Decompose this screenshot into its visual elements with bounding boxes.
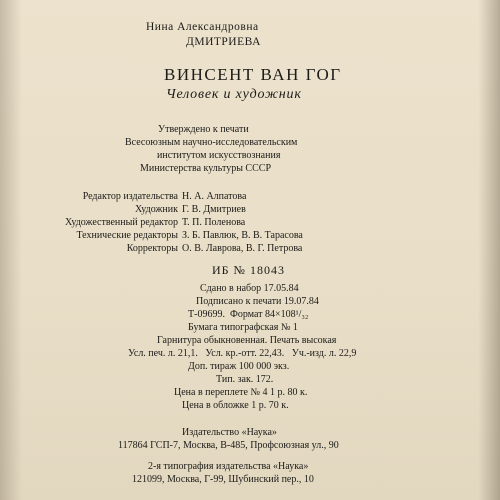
book-subtitle: Человек и художник: [166, 87, 302, 102]
sheets-color: Усл. кр.-отт. 22,43.: [205, 348, 285, 359]
format-line: [188, 310, 308, 320]
credit-name: Т. П. Поленова: [182, 217, 246, 228]
price-hardcover: Цена в переплете № 4 1 р. 80 к.: [174, 387, 308, 398]
typeface-line: Гарнитура обыкновенная. Печать высокая: [157, 335, 337, 346]
approval-line: Министерства культуры СССР: [140, 163, 272, 174]
book-title: ВИНСЕНТ ВАН ГОГ: [164, 65, 342, 84]
credit-role: Художественный редактор: [65, 217, 178, 228]
signed-date: Подписано к печати 19.07.84: [196, 296, 319, 307]
sheets-printed: Усл. печ. л. 21,1.: [128, 348, 198, 359]
printer-address: 121099, Москва, Г-99, Шубинский пер., 10: [132, 474, 314, 485]
approval-line: институтом искусствознания: [157, 150, 281, 161]
credit-row: [0, 205, 246, 215]
approval-line: Утверждено к печати: [158, 124, 249, 135]
credit-row: [0, 192, 246, 202]
order-number: Тип. зак. 172.: [216, 374, 274, 385]
format-value: Формат 84×108¹/₃₂: [229, 309, 309, 320]
sheets-publisher: Уч.-изд. л. 22,9: [291, 348, 357, 359]
approval-line: Всесоюзным научно-исследовательским: [125, 137, 298, 148]
ib-number: ИБ № 18043: [212, 263, 286, 277]
printer-name: 2-я типография издательства «Наука»: [148, 461, 309, 472]
paper-line: Бумага типографская № 1: [188, 322, 298, 333]
credit-row: [0, 231, 303, 241]
credit-name: Г. В. Дмитриев: [182, 204, 246, 215]
credit-role: Корректоры: [126, 243, 178, 254]
page-shadow-right: [478, 0, 500, 500]
submitted-date: Сдано в набор 17.05.84: [200, 283, 299, 294]
credit-name: Н. А. Алпатова: [182, 191, 247, 202]
credit-row: [0, 218, 245, 228]
credit-role: Редактор издательства: [82, 191, 178, 202]
publisher-name: Издательство «Наука»: [182, 427, 277, 438]
credit-row: [0, 244, 302, 254]
author-surname: ДМИТРИЕВА: [186, 36, 261, 48]
credit-name: О. В. Лаврова, В. Г. Петрова: [182, 243, 303, 254]
credit-role: Художник: [134, 204, 178, 215]
sheets-line: [128, 349, 356, 359]
publisher-address: 117864 ГСП-7, Москва, В-485, Профсоюзная ул., 90: [118, 440, 339, 451]
credit-role: Технические редакторы: [76, 230, 178, 241]
credit-name: З. Б. Павлюк, В. В. Тарасова: [182, 230, 303, 241]
format-code: Т-09699.: [188, 309, 225, 320]
author-name: Нина Александровна: [146, 21, 259, 33]
price-softcover: Цена в обложке 1 р. 70 к.: [182, 400, 289, 411]
print-run: Доп. тираж 100 000 экз.: [188, 361, 290, 372]
